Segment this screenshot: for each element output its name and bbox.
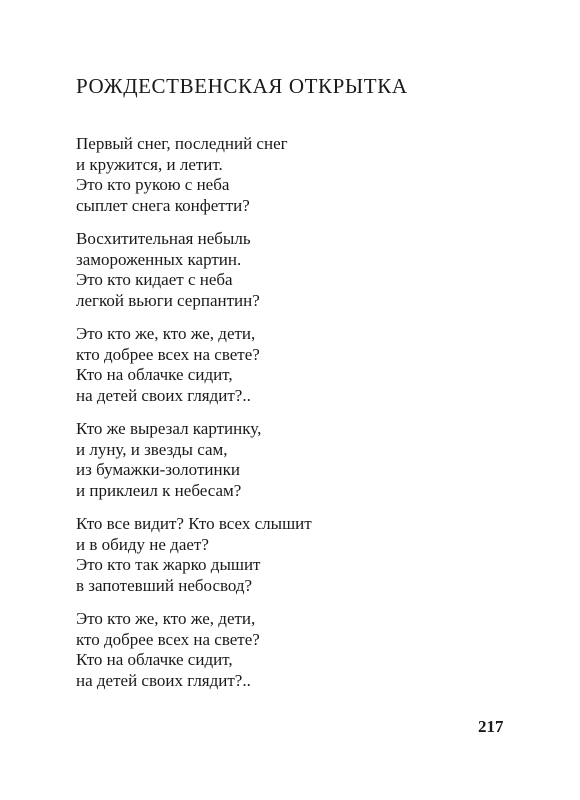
poem-line: и кружится, и летит.	[76, 154, 223, 174]
poem-line: и луну, и звезды сам,	[76, 439, 228, 459]
poem-line: и в обиду не дает?	[76, 534, 209, 554]
poem-line: Это кто так жарко дышит	[76, 555, 261, 574]
poem-line: кто добрее всех на свете?	[76, 629, 260, 649]
poem-line: замороженных картин.	[76, 249, 242, 269]
stanza	[76, 419, 516, 501]
stanza	[76, 324, 516, 406]
poem-line: на детей своих глядит?..	[76, 670, 251, 690]
stanza	[76, 134, 516, 216]
poem-line: легкой вьюги серпантин?	[76, 290, 260, 310]
poem-line: Кто на облачке сидит,	[76, 650, 233, 669]
stanza	[76, 229, 516, 311]
poem-line: Восхитительная небыль	[76, 229, 251, 248]
poem-title: РОЖДЕСТВЕНСКАЯ ОТКРЫТКА	[76, 74, 408, 98]
poem-body	[76, 134, 516, 704]
poem-line: кто добрее всех на свете?	[76, 344, 260, 364]
poem-line: Кто же вырезал картинку,	[76, 419, 262, 438]
poem-line: Это кто же, кто же, дети,	[76, 609, 256, 628]
stanza	[76, 514, 516, 596]
poem-line: Это кто кидает с неба	[76, 270, 233, 289]
poem-line: в запотевший небосвод?	[76, 575, 253, 595]
stanza	[76, 609, 516, 691]
poem-line: Это кто рукою с неба	[76, 175, 230, 194]
poem-line: сыплет снега конфетти?	[76, 195, 250, 215]
poem-line: Это кто же, кто же, дети,	[76, 324, 256, 343]
poem-line: из бумажки-золотинки	[76, 460, 240, 479]
poem-line: Первый снег, последний снег	[76, 134, 288, 153]
poem-line: Кто все видит? Кто всех слышит	[76, 514, 312, 533]
page-number: 217	[478, 717, 504, 736]
poem-line: на детей своих глядит?..	[76, 385, 251, 405]
poem-line: и приклеил к небесам?	[76, 480, 242, 500]
poem-line: Кто на облачке сидит,	[76, 365, 233, 384]
